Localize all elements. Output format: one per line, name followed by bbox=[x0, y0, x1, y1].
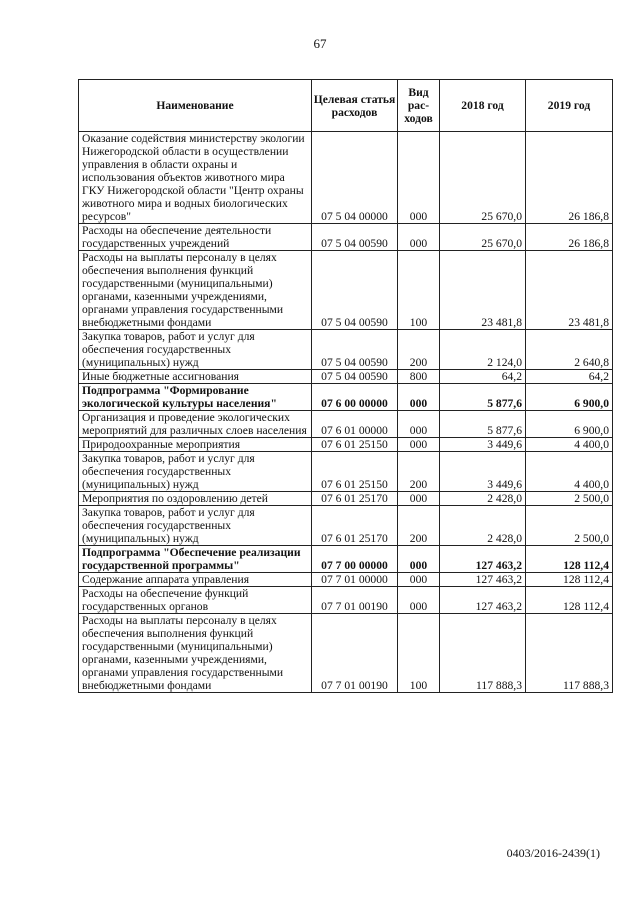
row-target-code: 07 6 01 25170 bbox=[312, 492, 398, 506]
table-row bbox=[79, 587, 613, 614]
row-name: Расходы на обеспечение функций государственных органов bbox=[79, 587, 312, 614]
table-row bbox=[79, 251, 613, 330]
row-expense-kind: 000 bbox=[398, 587, 440, 614]
row-amount-2018: 3 449,6 bbox=[440, 452, 526, 492]
row-amount-2018: 127 463,2 bbox=[440, 587, 526, 614]
row-name: Организация и проведение экологических мероприятий для различных слоев населения bbox=[79, 411, 312, 438]
row-expense-kind: 000 bbox=[398, 132, 440, 224]
row-target-code: 07 5 04 00000 bbox=[312, 132, 398, 224]
row-target-code: 07 6 01 25150 bbox=[312, 452, 398, 492]
row-target-code: 07 5 04 00590 bbox=[312, 330, 398, 370]
row-name: Закупка товаров, работ и услуг для обеспечения государственных (муниципальных) нужд bbox=[79, 330, 312, 370]
row-amount-2019: 117 888,3 bbox=[526, 614, 613, 693]
row-amount-2018: 3 449,6 bbox=[440, 438, 526, 452]
row-amount-2019: 128 112,4 bbox=[526, 587, 613, 614]
row-expense-kind: 000 bbox=[398, 224, 440, 251]
row-target-code: 07 7 01 00000 bbox=[312, 573, 398, 587]
table-row bbox=[79, 573, 613, 587]
row-amount-2019: 2 500,0 bbox=[526, 506, 613, 546]
table-row bbox=[79, 452, 613, 492]
row-amount-2019: 128 112,4 bbox=[526, 573, 613, 587]
row-expense-kind: 200 bbox=[398, 330, 440, 370]
budget-table bbox=[78, 79, 613, 693]
table-row bbox=[79, 614, 613, 693]
row-amount-2019: 4 400,0 bbox=[526, 438, 613, 452]
row-amount-2018: 23 481,8 bbox=[440, 251, 526, 330]
row-amount-2019: 2 500,0 bbox=[526, 492, 613, 506]
row-name: Подпрограмма "Формирование экологической культуры населения" bbox=[79, 384, 312, 411]
table-row bbox=[79, 506, 613, 546]
table-row bbox=[79, 384, 613, 411]
row-amount-2018: 127 463,2 bbox=[440, 546, 526, 573]
row-amount-2018: 127 463,2 bbox=[440, 573, 526, 587]
table-body bbox=[79, 132, 613, 693]
row-target-code: 07 6 01 25150 bbox=[312, 438, 398, 452]
document-code: 0403/2016-2439(1) bbox=[506, 846, 600, 860]
row-amount-2019: 6 900,0 bbox=[526, 411, 613, 438]
row-expense-kind: 200 bbox=[398, 506, 440, 546]
table-row bbox=[79, 546, 613, 573]
table-row bbox=[79, 132, 613, 224]
row-target-code: 07 5 04 00590 bbox=[312, 251, 398, 330]
row-target-code: 07 6 00 00000 bbox=[312, 384, 398, 411]
row-expense-kind: 000 bbox=[398, 411, 440, 438]
row-name: Подпрограмма "Обеспечение реализации государственной программы" bbox=[79, 546, 312, 573]
row-expense-kind: 000 bbox=[398, 438, 440, 452]
row-amount-2019: 6 900,0 bbox=[526, 384, 613, 411]
row-target-code: 07 7 00 00000 bbox=[312, 546, 398, 573]
header-2019: 2019 год bbox=[526, 80, 613, 132]
table-row bbox=[79, 330, 613, 370]
row-expense-kind: 000 bbox=[398, 384, 440, 411]
row-target-code: 07 7 01 00190 bbox=[312, 587, 398, 614]
row-amount-2019: 64,2 bbox=[526, 370, 613, 384]
row-amount-2018: 64,2 bbox=[440, 370, 526, 384]
row-amount-2018: 117 888,3 bbox=[440, 614, 526, 693]
row-amount-2019: 128 112,4 bbox=[526, 546, 613, 573]
row-amount-2018: 2 428,0 bbox=[440, 506, 526, 546]
page-number: 67 bbox=[313, 36, 327, 51]
row-name: Мероприятия по оздоровлению детей bbox=[79, 492, 312, 506]
row-amount-2019: 26 186,8 bbox=[526, 224, 613, 251]
row-expense-kind: 000 bbox=[398, 492, 440, 506]
row-target-code: 07 5 04 00590 bbox=[312, 370, 398, 384]
row-target-code: 07 6 01 00000 bbox=[312, 411, 398, 438]
header-row bbox=[79, 80, 613, 132]
row-name: Расходы на выплаты персоналу в целях обеспечения выполнения функций государственными (муниципальными) органами, казенными учреждениями, органами управления государственными внебюджетными фондами bbox=[79, 251, 312, 330]
row-name: Оказание содействия министерству экологии Нижегородской области в осуществлении управления в области охраны и использования объектов животного мира ГКУ Нижегородской области "Центр охраны животного мира и водных биологических ресурсов" bbox=[79, 132, 312, 224]
row-amount-2019: 26 186,8 bbox=[526, 132, 613, 224]
row-name: Расходы на обеспечение деятельности государственных учреждений bbox=[79, 224, 312, 251]
row-amount-2018: 2 124,0 bbox=[440, 330, 526, 370]
row-amount-2019: 2 640,8 bbox=[526, 330, 613, 370]
row-name: Расходы на выплаты персоналу в целях обеспечения выполнения функций государственными (муниципальными) органами, казенными учреждениями, органами управления государственными внебюджетными фондами bbox=[79, 614, 312, 693]
row-name: Содержание аппарата управления bbox=[79, 573, 312, 587]
table-row bbox=[79, 224, 613, 251]
row-expense-kind: 000 bbox=[398, 546, 440, 573]
header-2018: 2018 год bbox=[440, 80, 526, 132]
row-amount-2018: 5 877,6 bbox=[440, 384, 526, 411]
header-code: Целевая статья расходов bbox=[312, 80, 398, 132]
row-name: Иные бюджетные ассигнования bbox=[79, 370, 312, 384]
row-expense-kind: 000 bbox=[398, 573, 440, 587]
row-name: Закупка товаров, работ и услуг для обеспечения государственных (муниципальных) нужд bbox=[79, 452, 312, 492]
row-target-code: 07 6 01 25170 bbox=[312, 506, 398, 546]
header-name: Наименование bbox=[79, 80, 312, 132]
row-name: Природоохранные мероприятия bbox=[79, 438, 312, 452]
row-amount-2018: 25 670,0 bbox=[440, 132, 526, 224]
row-amount-2019: 23 481,8 bbox=[526, 251, 613, 330]
row-name: Закупка товаров, работ и услуг для обеспечения государственных (муниципальных) нужд bbox=[79, 506, 312, 546]
row-amount-2019: 4 400,0 bbox=[526, 452, 613, 492]
row-expense-kind: 200 bbox=[398, 452, 440, 492]
table-row bbox=[79, 492, 613, 506]
table-header bbox=[79, 80, 613, 132]
row-amount-2018: 5 877,6 bbox=[440, 411, 526, 438]
table-row bbox=[79, 411, 613, 438]
header-kind: Вид рас- ходов bbox=[398, 80, 440, 132]
row-expense-kind: 100 bbox=[398, 614, 440, 693]
table-row bbox=[79, 438, 613, 452]
row-amount-2018: 25 670,0 bbox=[440, 224, 526, 251]
row-amount-2018: 2 428,0 bbox=[440, 492, 526, 506]
row-target-code: 07 5 04 00590 bbox=[312, 224, 398, 251]
row-expense-kind: 800 bbox=[398, 370, 440, 384]
row-target-code: 07 7 01 00190 bbox=[312, 614, 398, 693]
row-expense-kind: 100 bbox=[398, 251, 440, 330]
table-row bbox=[79, 370, 613, 384]
